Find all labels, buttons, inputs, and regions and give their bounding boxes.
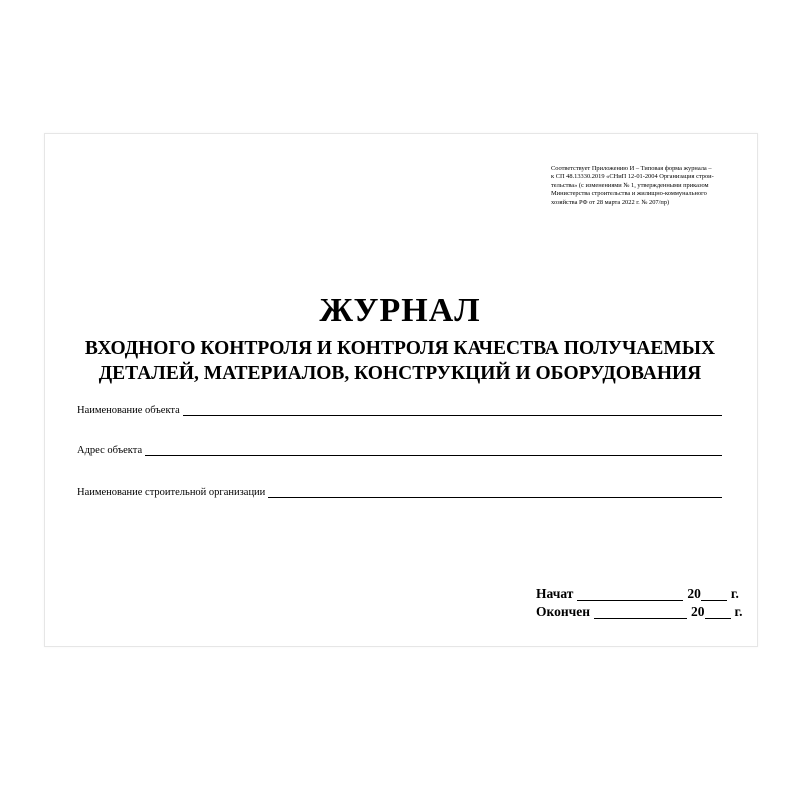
finished-year-blank[interactable] bbox=[705, 606, 731, 619]
started-date-blank[interactable] bbox=[577, 588, 683, 601]
note-line: к СП 48.13330.2019 «СНиП 12-01-2004 Организация строи- bbox=[551, 173, 714, 181]
started-year-prefix: 20 bbox=[687, 586, 701, 601]
object-address-label: Адрес объекта bbox=[77, 445, 143, 456]
finished-date-blank[interactable] bbox=[594, 606, 687, 619]
object-address-blank-line[interactable] bbox=[145, 446, 722, 456]
started-label: Начат bbox=[536, 586, 574, 601]
note-line: хозяйства РФ от 28 марта 2022 г. № 207/пр) bbox=[551, 198, 670, 206]
builder-organization-blank-line[interactable] bbox=[268, 488, 722, 498]
note-line: Министерства строительства и жилищно-коммунального bbox=[551, 190, 707, 198]
object-name-field bbox=[77, 405, 722, 417]
journal-cover bbox=[44, 133, 758, 647]
journal-subtitle bbox=[0, 336, 800, 386]
standard-reference-note bbox=[551, 165, 753, 207]
object-address-field bbox=[77, 445, 722, 457]
builder-organization-label: Наименование строительной организации bbox=[77, 487, 266, 498]
journal-dates bbox=[536, 585, 756, 621]
started-date-row bbox=[536, 585, 756, 603]
subtitle-line: ВХОДНОГО КОНТРОЛЯ И КОНТРОЛЯ КАЧЕСТВА ПОЛУЧАЕМЫХ bbox=[84, 338, 716, 359]
object-name-blank-line[interactable] bbox=[183, 406, 722, 416]
journal-title: ЖУРНАЛ bbox=[319, 292, 481, 329]
finished-year-prefix: 20 bbox=[691, 604, 705, 619]
finished-date-row bbox=[536, 603, 756, 621]
finished-label: Окончен bbox=[536, 604, 591, 619]
started-year-suffix: г. bbox=[730, 586, 739, 601]
started-year-blank[interactable] bbox=[701, 588, 727, 601]
note-line: Соответствует Приложению И – Типовая форма журнала – bbox=[551, 165, 712, 172]
subtitle-line: ДЕТАЛЕЙ, МАТЕРИАЛОВ, КОНСТРУКЦИЙ И ОБОРУДОВАНИЯ bbox=[98, 363, 702, 384]
note-line: тельства» (с изменениями № 1, утвержденными приказом bbox=[551, 181, 709, 189]
object-name-label: Наименование объекта bbox=[77, 405, 180, 416]
finished-year-suffix: г. bbox=[734, 604, 743, 619]
builder-organization-field bbox=[77, 487, 722, 499]
